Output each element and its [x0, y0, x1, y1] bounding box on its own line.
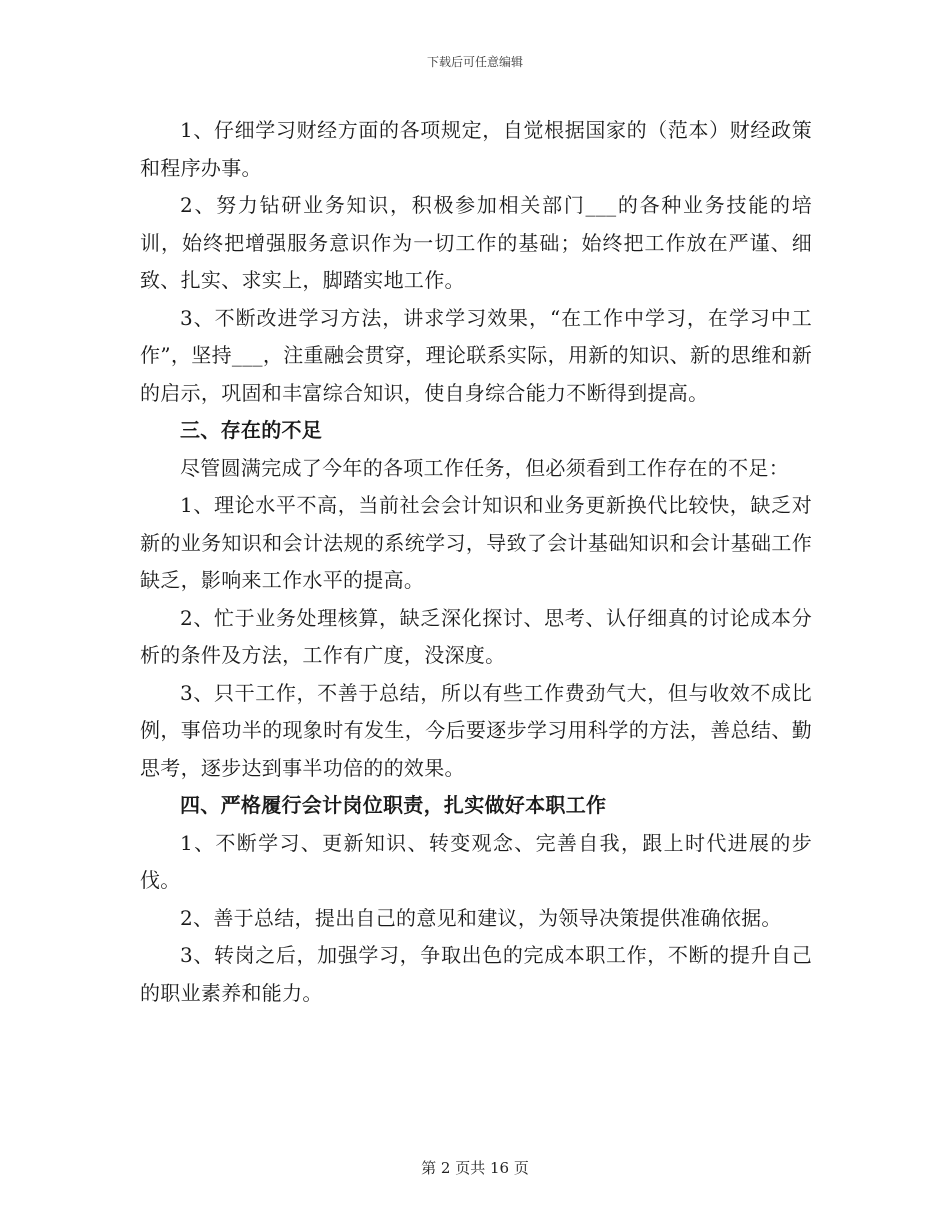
- paragraph-not-summarizing: 3、只干工作，不善于总结，所以有些工作费劲气大，但与收效不成比例，事倍功半的现象时有发生，今后要逐步学习用科学的方法，善总结、勤思考，逐步达到事半功倍的的效果。: [140, 680, 812, 780]
- paragraph-study-methods: 3、不断改进学习方法，讲求学习效果，“在工作中学习，在学习中工作”，坚持___，注重融会贯穿，理论联系实际，用新的知识、新的思维和新的启示，巩固和丰富综合知识，使自身综合能力不断得到提高。: [140, 305, 812, 405]
- document-body: [140, 112, 812, 1012]
- section-heading-shortcomings: 三、存在的不足: [180, 418, 323, 442]
- paragraph-after-transfer: 3、转岗之后，加强学习，争取出色的完成本职工作，不断的提升自己的职业素养和能力。: [140, 943, 812, 1005]
- paragraph-business-knowledge: 2、努力钻研业务知识，积极参加相关部门___的各种业务技能的培训，始终把增强服务意识作为一切工作的基础；始终把工作放在严谨、细致、扎实、求实上，脚踏实地工作。: [140, 193, 812, 292]
- paragraph-study-regulations: 1、仔细学习财经方面的各项规定，自觉根据国家的（范本）财经政策和程序办事。: [140, 118, 812, 180]
- page-header: 下载后可任意编辑: [426, 55, 523, 69]
- section-heading-duties: 四、严格履行会计岗位职责，扎实做好本职工作: [180, 793, 607, 817]
- page-number-footer: 第 2 页共 16 页: [421, 1159, 529, 1177]
- paragraph-keep-learning: 1、不断学习、更新知识、转变观念、完善自我，跟上时代进展的步伐。: [140, 830, 812, 892]
- paragraph-good-at-summary: 2、善于总结，提出自己的意见和建议，为领导决策提供准确依据。: [180, 905, 782, 930]
- paragraph-shortcomings-intro: 尽管圆满完成了今年的各项工作任务，但必须看到工作存在的不足：: [180, 455, 789, 480]
- paragraph-busy-accounting: 2、忙于业务处理核算，缺乏深化探讨、思考、认仔细真的讨论成本分析的条件及方法，工作有广度，没深度。: [140, 605, 812, 667]
- paragraph-theory-level: 1、理论水平不高，当前社会会计知识和业务更新换代比较快，缺乏对新的业务知识和会计法规的系统学习，导致了会计基础知识和会计基础工作缺乏，影响来工作水平的提高。: [140, 493, 812, 592]
